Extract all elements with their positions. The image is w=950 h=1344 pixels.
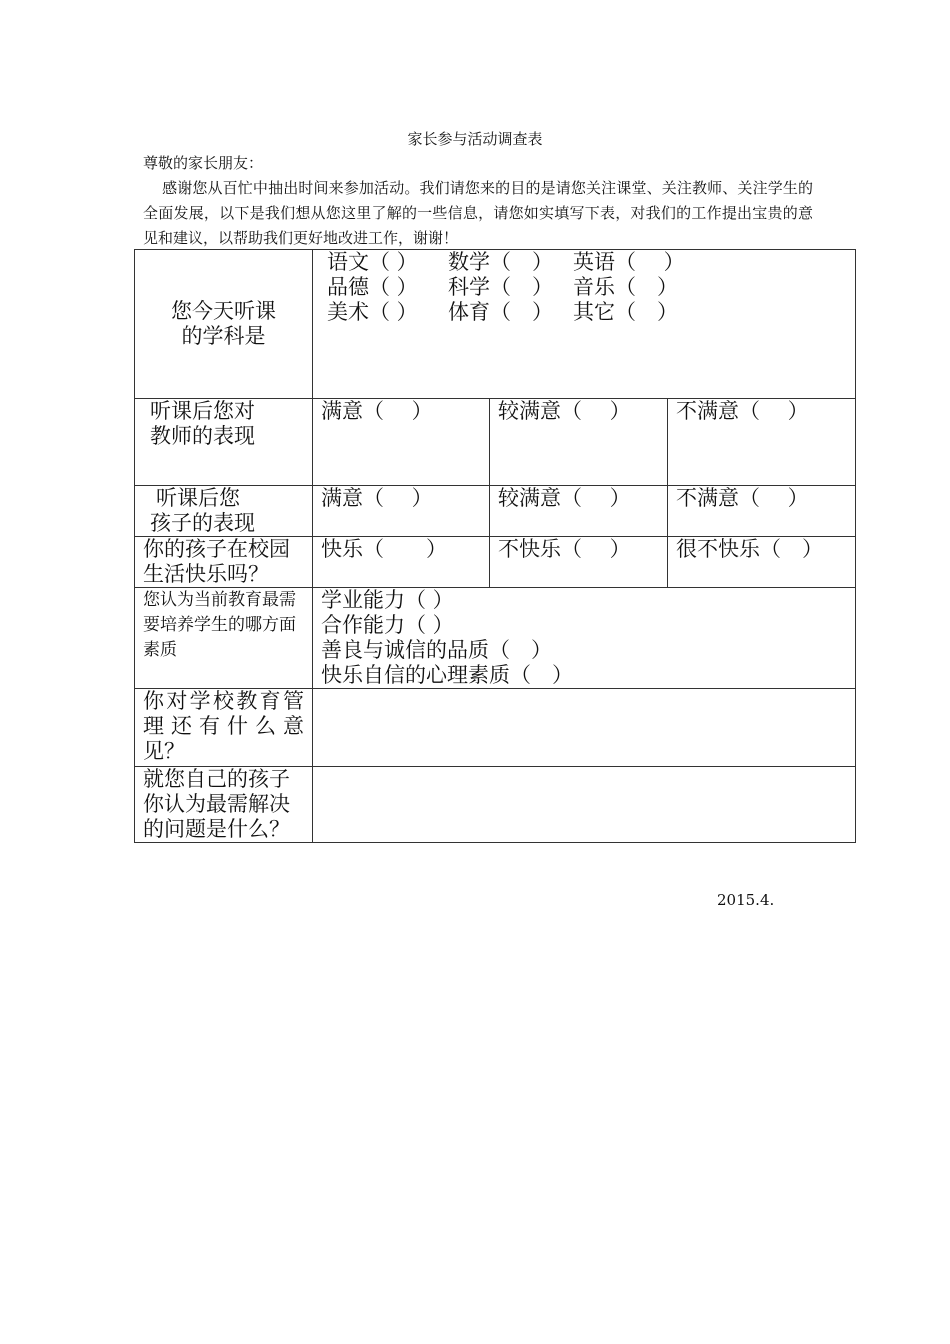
page-title: 家长参与活动调查表 — [407, 130, 543, 148]
teacher-option-fairly-satisfied[interactable]: 较满意（ ） — [490, 399, 668, 486]
quality-option-cooperation[interactable]: 合作能力（ ） — [321, 613, 454, 637]
option-art[interactable]: 美术（ ） — [327, 300, 418, 324]
option-music[interactable]: 音乐（ ） — [573, 275, 678, 299]
subject-options — [321, 250, 847, 325]
survey-table — [134, 249, 856, 843]
quality-option-integrity[interactable]: 善良与诚信的品质（ ） — [321, 638, 552, 662]
child-option-unsatisfied[interactable]: 不满意（ ） — [668, 486, 856, 537]
date: 2015.4. — [717, 891, 775, 909]
quality-option-confidence[interactable]: 快乐自信的心理素质（ ） — [321, 663, 573, 687]
greeting: 尊敬的家长朋友： — [143, 154, 264, 172]
table-row-happy — [135, 537, 856, 588]
option-other[interactable]: 其它（ ） — [573, 300, 678, 324]
table-row-problem — [135, 767, 856, 843]
subject-question — [135, 250, 313, 399]
quality-options-cell — [313, 588, 856, 689]
child-question — [135, 486, 313, 537]
option-math[interactable]: 数学（ ） — [448, 250, 553, 274]
teacher-question-line1: 听课后您对 — [150, 399, 255, 423]
subject-question-line2: 的学科是 — [181, 324, 266, 348]
teacher-option-unsatisfied[interactable]: 不满意（ ） — [668, 399, 856, 486]
happy-option-happy[interactable]: 快乐（ ） — [313, 537, 490, 588]
subject-options-cell — [313, 250, 856, 399]
intro-paragraph: 感谢您从百忙中抽出时间来参加活动。我们请您来的目的是请您关注课堂、关注教师、关注学生的全面发展，以下是我们想从您这里了解的一些信息，请您如实填写下表，对我们的工作提出宝贵的意见和建议，以帮助我们更好地改进工作，谢谢！ — [143, 179, 813, 247]
child-question-line1: 听课后您 — [156, 486, 240, 510]
table-row-teacher — [135, 399, 856, 486]
quality-option-academic[interactable]: 学业能力（ ） — [321, 588, 454, 612]
table-row-subject — [135, 250, 856, 399]
teacher-option-satisfied[interactable]: 满意（ ） — [313, 399, 490, 486]
table-row-child — [135, 486, 856, 537]
option-morality[interactable]: 品德（ ） — [327, 275, 418, 299]
option-science[interactable]: 科学（ ） — [448, 275, 553, 299]
happy-option-very-unhappy[interactable]: 很不快乐（ ） — [668, 537, 856, 588]
child-option-fairly-satisfied[interactable]: 较满意（ ） — [490, 486, 668, 537]
happy-option-unhappy[interactable]: 不快乐（ ） — [490, 537, 668, 588]
teacher-question — [135, 399, 313, 486]
management-answer[interactable] — [313, 689, 856, 767]
management-question: 你对学校教育管理还有什么意见？ — [135, 689, 313, 767]
option-pe[interactable]: 体育（ ） — [448, 300, 553, 324]
teacher-question-line2: 教师的表现 — [150, 424, 255, 448]
quality-question: 您认为当前教育最需要培养学生的哪方面素质 — [135, 588, 313, 689]
table-row-management — [135, 689, 856, 767]
child-question-line2: 孩子的表现 — [150, 511, 255, 535]
subject-question-line1: 您今天听课 — [171, 299, 276, 323]
problem-answer[interactable] — [313, 767, 856, 843]
child-option-satisfied[interactable]: 满意（ ） — [313, 486, 490, 537]
table-row-quality — [135, 588, 856, 689]
happy-question: 你的孩子在校园生活快乐吗？ — [135, 537, 313, 588]
option-english[interactable]: 英语（ ） — [573, 250, 685, 274]
problem-question: 就您自己的孩子你认为最需解决的问题是什么？ — [135, 767, 313, 843]
option-chinese[interactable]: 语文（ ） — [327, 250, 418, 274]
